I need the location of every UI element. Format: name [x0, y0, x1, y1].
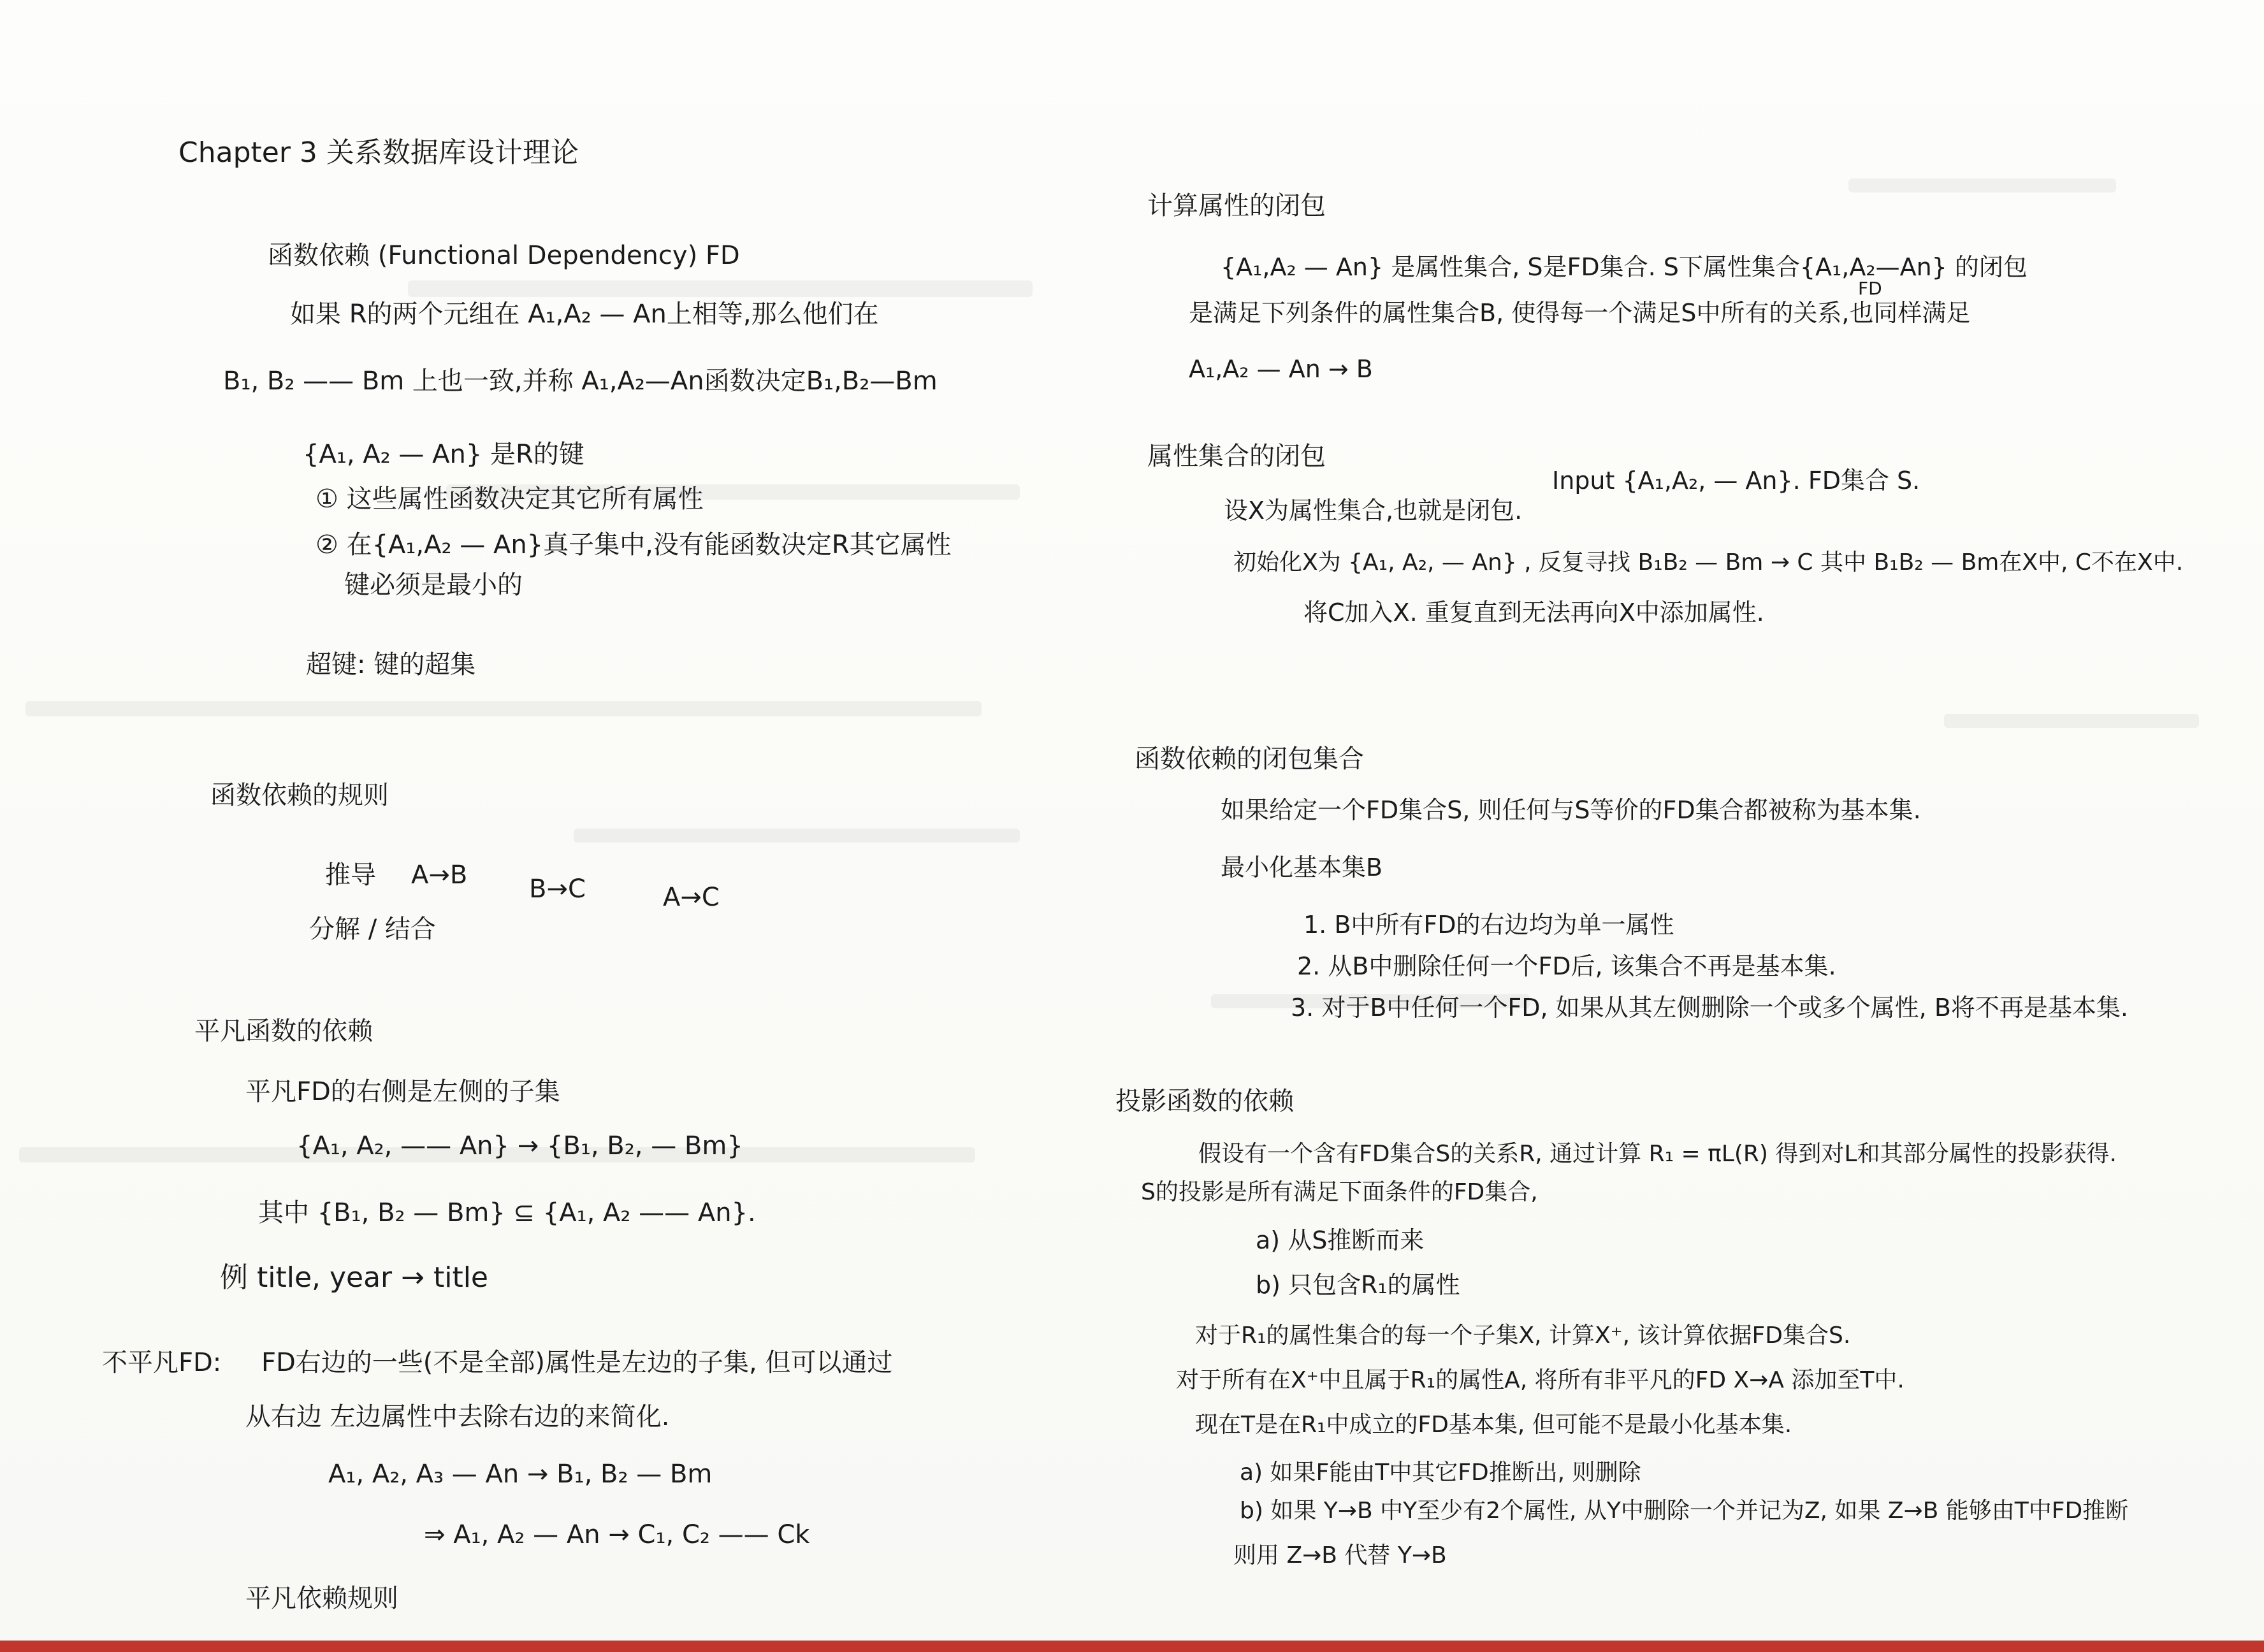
rule-inference-step-1: A→B: [411, 860, 468, 890]
trivial-fd-definition: 平凡FD的右侧是左侧的子集: [245, 1077, 560, 1106]
nontrivial-fd-example-1: A₁, A₂, A₃ — An → B₁, B₂ — Bm: [328, 1460, 713, 1489]
nontrivial-fd-label: 不平凡FD:: [102, 1348, 222, 1377]
closure-heading: 计算属性的闭包: [1147, 191, 1326, 221]
nontrivial-fd-example-2: ⇒ A₁, A₂ — An → C₁, C₂ —— Ck: [424, 1520, 810, 1549]
projection-line-1: 假设有一个含有FD集合S的关系R, 通过计算 R₁ = πL(R) 得到对L和其部分属性的投影获得.: [1198, 1141, 2117, 1167]
projection-condition-a: a) 从S推断而来: [1256, 1226, 1425, 1254]
projection-step-1: 对于R₁的属性集合的每一个子集X, 计算X⁺, 该计算依据FD集合S.: [1195, 1322, 1851, 1349]
projection-condition-b: b) 只包含R₁的属性: [1256, 1271, 1460, 1299]
minimal-basis-condition-3: 3. 对于B中任何一个FD, 如果从其左侧删除一个或多个属性, B将不再是基本集.: [1291, 994, 2128, 1022]
attribute-closure-line-2: 初始化X为 {A₁, A₂, — An} , 反复寻找 B₁B₂ — Bm → C 其中 B₁B₂ — Bm在X中, C不在X中.: [1233, 549, 2184, 576]
bleed-through-mark: [574, 829, 1020, 843]
nontrivial-fd-line-1: FD右边的一些(不是全部)属性是左边的子集, 但可以通过: [261, 1348, 893, 1377]
rule-inference-label: 推导: [325, 860, 376, 890]
projection-line-2: S的投影是所有满足下面条件的FD集合,: [1141, 1179, 1538, 1205]
trivial-dependency-rule: 平凡依赖规则: [245, 1584, 398, 1613]
fd-rules-heading: 函数依赖的规则: [210, 781, 389, 810]
key-condition-1: ① 这些属性函数决定其它所有属性: [316, 484, 704, 514]
chapter-title: Chapter 3 关系数据库设计理论: [178, 136, 579, 169]
trivial-fd-example: 例 title, year → title: [220, 1261, 489, 1294]
bleed-through-mark: [408, 280, 1033, 297]
closure-line-3: A₁,A₂ — An → B: [1189, 355, 1373, 383]
attribute-closure-line-3: 将C加入X. 重复直到无法再向X中添加属性.: [1303, 598, 1764, 627]
attribute-closure-line-1: 设X为属性集合,也就是闭包.: [1224, 496, 1523, 525]
attribute-closure-input: Input {A₁,A₂, — An}. FD集合 S.: [1552, 467, 1920, 495]
minimal-basis-condition-1: 1. B中所有FD的右边均为单一属性: [1303, 911, 1674, 939]
fd-closure-line-1: 如果给定一个FD集合S, 则任何与S等价的FD集合都被称为基本集.: [1221, 796, 1921, 824]
key-condition-2: ② 在{A₁,A₂ — An}真子集中,没有能函数决定R其它属性: [316, 530, 952, 560]
closure-line-2: 是满足下列条件的属性集合B, 使得每一个满足S中所有的关系,也同样满足: [1189, 299, 1971, 327]
rule-inference-step-2: B→C: [529, 874, 586, 904]
fd-closure-heading: 函数依赖的闭包集合: [1135, 744, 1364, 774]
projection-step-3: 现在T是在R₁中成立的FD基本集, 但可能不是最小化基本集.: [1195, 1412, 1792, 1438]
key-title: {A₁, A₂ — An} 是R的键: [303, 440, 584, 469]
trivial-fd-heading: 平凡函数的依赖: [194, 1017, 373, 1046]
bleed-through-mark: [25, 701, 982, 716]
projection-heading: 投影函数的依赖: [1115, 1087, 1294, 1116]
projection-step-2: 对于所有在X⁺中且属于R₁的属性A, 将所有非平凡的FD X→A 添加至T中.: [1176, 1367, 1905, 1393]
key-condition-2-note: 键必须是最小的: [344, 570, 523, 600]
projection-minimize-b: b) 如果 Y→B 中Y至少有2个属性, 从Y中删除一个并记为Z, 如果 Z→B 能够由T中FD推断: [1240, 1498, 2129, 1524]
bleed-through-mark: [1944, 714, 2199, 728]
closure-fd-annotation: FD: [1858, 278, 1882, 299]
closure-line-1: {A₁,A₂ — An} 是属性集合, S是FD集合. S下属性集合{A₁,A₂—An} 的闭包: [1221, 253, 2028, 281]
trivial-fd-formula: {A₁, A₂, —— An} → {B₁, B₂, — Bm}: [296, 1131, 743, 1161]
projection-minimize-replace: 则用 Z→B 代替 Y→B: [1233, 1542, 1447, 1569]
minimal-basis-condition-2: 2. 从B中删除任何一个FD后, 该集合不再是基本集.: [1297, 952, 1836, 980]
rule-split-combine: 分解 / 结合: [309, 915, 436, 944]
attribute-closure-heading: 属性集合的闭包: [1147, 442, 1326, 471]
fd-definition-line-1: 如果 R的两个元组在 A₁,A₂ — An上相等,那么他们在: [290, 300, 879, 329]
minimal-basis-heading: 最小化基本集B: [1221, 853, 1383, 881]
fd-definition-line-2: B₁, B₂ —— Bm 上也一致,并称 A₁,A₂—An函数决定B₁,B₂—Bm: [223, 366, 938, 396]
rule-inference-result: A→C: [663, 883, 720, 912]
superkey-definition: 超键: 键的超集: [306, 650, 476, 679]
nontrivial-fd-line-2: 从右边 左边属性中去除右边的来简化.: [245, 1402, 670, 1431]
bleed-through-mark: [1848, 178, 2116, 192]
projection-minimize-a: a) 如果F能由T中其它FD推断出, 则删除: [1240, 1460, 1641, 1486]
page-bottom-edge: [0, 1641, 2264, 1652]
trivial-fd-subset: 其中 {B₁, B₂ — Bm} ⊆ {A₁, A₂ —— An}.: [258, 1198, 756, 1228]
fd-heading: 函数依赖 (Functional Dependency) FD: [268, 241, 740, 270]
